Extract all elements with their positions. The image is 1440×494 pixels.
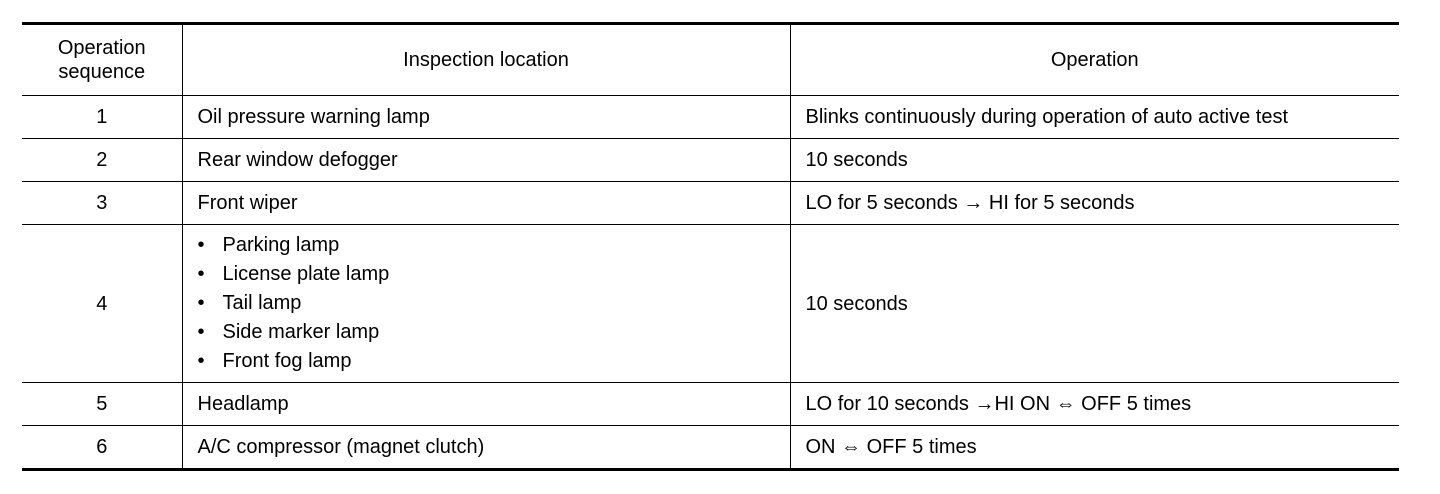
- header-row: [22, 24, 1399, 96]
- location-cell: Rear window defogger: [182, 139, 790, 182]
- header-inspection-location: Inspection location: [182, 24, 790, 96]
- location-cell: Front wiper: [182, 182, 790, 225]
- table-row: [22, 139, 1399, 182]
- location-cell: A/C compressor (magnet clutch): [182, 426, 790, 470]
- sequence-cell: 2: [22, 139, 182, 182]
- list-item: • License plate lamp: [198, 260, 790, 289]
- table-row: [22, 426, 1399, 470]
- sequence-cell: 1: [22, 96, 182, 139]
- table-row: [22, 182, 1399, 225]
- operation-cell: 10 seconds: [790, 225, 1399, 383]
- operation-cell: 10 seconds: [790, 139, 1399, 182]
- header-operation: Operation: [790, 24, 1399, 96]
- table-row: [22, 225, 1399, 383]
- operation-cell: LO for 5 seconds → HI for 5 seconds: [790, 182, 1399, 225]
- table-header: [22, 24, 1399, 96]
- sequence-cell: 4: [22, 225, 182, 383]
- operation-cell: LO for 10 seconds →HI ON ⇔ OFF 5 times: [790, 383, 1399, 426]
- inspection-table: [22, 22, 1399, 471]
- table-row: [22, 383, 1399, 426]
- sequence-cell: 5: [22, 383, 182, 426]
- list-item: • Side marker lamp: [198, 318, 790, 347]
- location-cell: [182, 225, 790, 383]
- sequence-cell: 6: [22, 426, 182, 470]
- list-item: • Front fog lamp: [198, 347, 790, 376]
- table-row: [22, 96, 1399, 139]
- header-operation-sequence: Operation sequence: [22, 24, 182, 96]
- operation-cell: ON ⇔ OFF 5 times: [790, 426, 1399, 470]
- lamp-list: [198, 231, 790, 376]
- list-item: • Parking lamp: [198, 231, 790, 260]
- table-body: [22, 96, 1399, 470]
- list-item: • Tail lamp: [198, 289, 790, 318]
- sequence-cell: 3: [22, 182, 182, 225]
- location-cell: Headlamp: [182, 383, 790, 426]
- location-cell: Oil pressure warning lamp: [182, 96, 790, 139]
- operation-cell: Blinks continuously during operation of auto active test: [790, 96, 1399, 139]
